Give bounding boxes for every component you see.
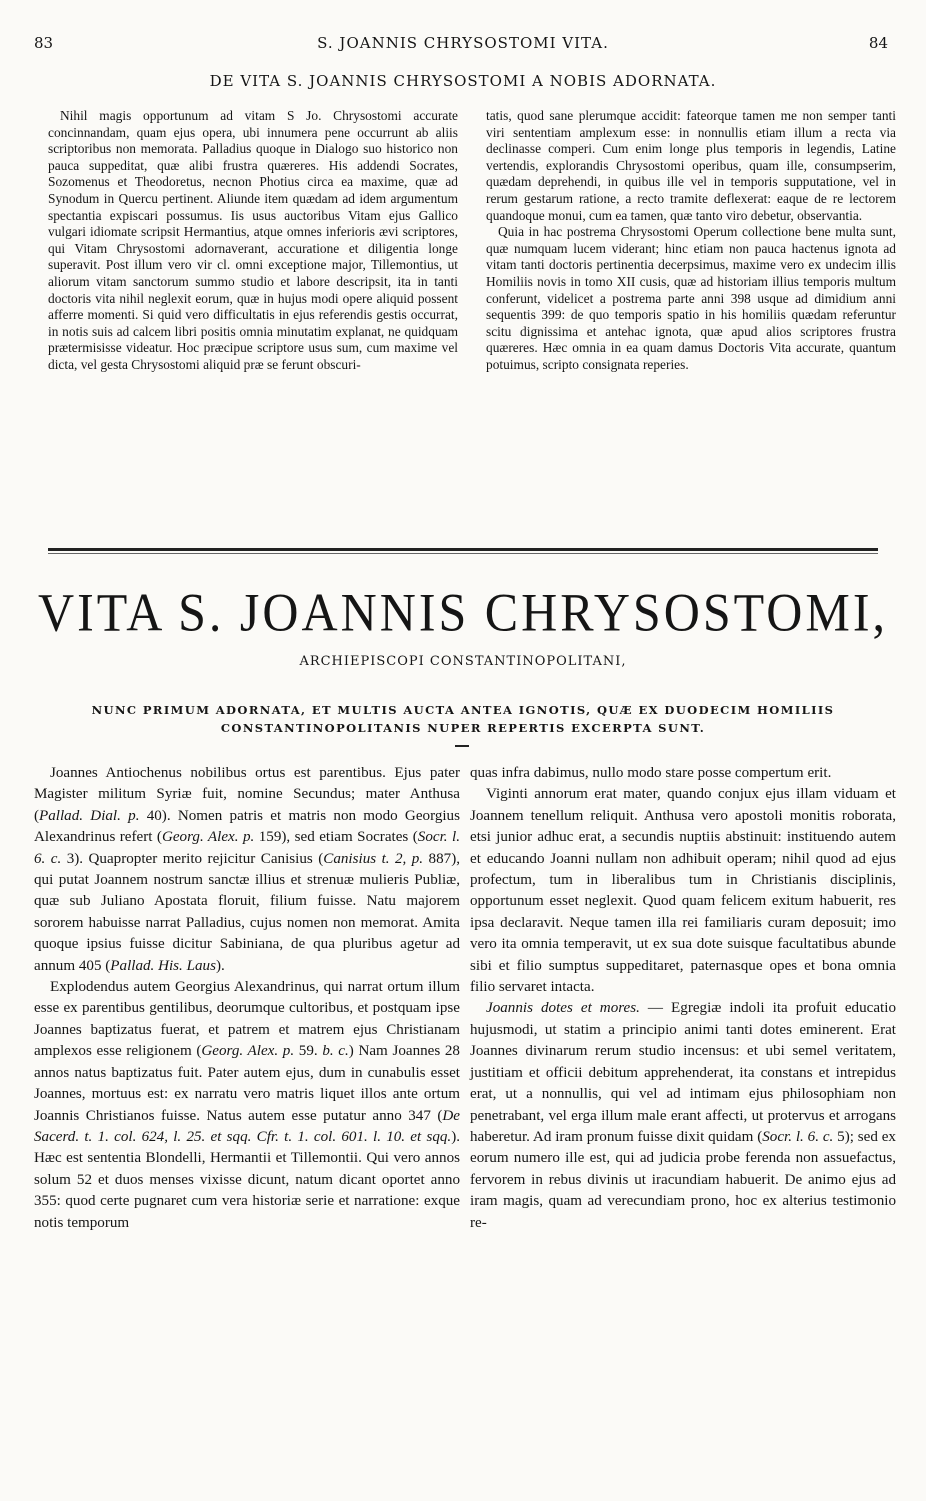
body-paragraph — [34, 763, 460, 977]
running-title: S. JOANNIS CHRYSOSTOMI VITA. — [317, 34, 609, 52]
preface-paragraph: Nihil magis opportunum ad vitam S Jo. Chrysostomi accurate concinnandam, quam ejus opera, ubi innumera pene occurrunt ab aliis scriptoribus non memorata. Palladius quoque in Dialogo suo historico non pauca suppeditat, quæ alibi frustra quæreres. His addendi Socrates, Sozomenus et Theodoretus, necnon Photius circa ea maxime, quæ ad Synodum in Quercu pertinent. Aliunde item quædam ad idem argumentum spectantia expiscari possumus. Iis usus auctoribus Vitam ejus Gallico vulgari idiomate scripsit Hermantius, atque omnes inferioris ævi scriptores, qui Vitam Chrysostomi adornaverant, accuratione et diligentia longe superavit. Post illum vero vir cl. omni exceptione major, Tillemontius, ut aliorum vitam sanctorum summo studio et labore descripsit, ita in tanti doctoris vita nihil neglexit eorum, quæ in hujus modi opere aliquid possent afferre momenti. Si quid vero difficultatis in ejus referendis gestis occurrat, in notis suis ad calcem libri positis omnia minutatim explanat, ne quidquam prætermisisse videatur. Hoc præcipue scriptore usus sum, cum maxime vel dicta, vel gesta Chrysostomi aliquid præ se ferunt obscuri- — [48, 108, 458, 372]
citation: Socr. l. 6. c. — [762, 1128, 834, 1145]
page-header — [0, 32, 926, 62]
section-rubric: Joannis dotes et mores. — [486, 1000, 640, 1017]
main-text — [34, 763, 896, 1453]
body-paragraph: quas infra dabimus, nullo modo stare posse compertum erit. — [470, 765, 832, 781]
section-divider-thin — [48, 553, 878, 554]
text-run: 59. — [294, 1043, 323, 1060]
title-description-line-2: CONSTANTINOPOLITANIS NUPER REPERTIS EXCERPTA SUNT. — [220, 721, 706, 735]
title-dash-ornament — [455, 745, 469, 747]
citation: De Sacerd. t. 1. col. 624, l. 25. et sqq. Cfr. t. 1. col. 601. l. 10. et sqq. — [34, 1107, 460, 1145]
body-paragraph — [470, 998, 896, 1233]
text-run: ) Nam Joannes 28 annos natus baptizatus fuit. Pater autem ejus, dum in cunabulis esset Joannes, mortuus est: ex narratu vero matris liquet illos ante ortum Joannis Christianos fuisse. Natus autem esse putatur anno 347 ( — [34, 1043, 460, 1124]
text-run: 159), sed etiam Socrates ( — [254, 829, 418, 846]
title-subtitle: ARCHIEPISCOPI CONSTANTINOPOLITANI, — [299, 654, 627, 669]
title-description — [40, 701, 886, 737]
main-title: VITA S. JOANNIS CHRYSOSTOMI, — [37, 581, 889, 643]
text-run: 887), qui putat Joannem nostrum sanctæ illius et strenuæ mulieris Publiæ, quæ sub Juliano Apostata floruit, filium fuisse. Natu majorem sororem habuisse narrat Palladius, cujus nomen non memorat. Amita quoque ipsius fuisse dicitur Sabiniana, de qua pluribus agetur ad annum 405 ( — [34, 850, 460, 974]
text-run: — Egregiæ indoli ita profuit educatio hujusmodi, ut statim a principio animi tanti dotes eminerent. Erat Joannes divinarum rerum studio incensus: et ubi semel veritatem, justitiam et officii debitum apprehenderat, ita constans et intrepidus erat, ut a nonnullis, qui vel ad intimam ejus philosophiam non penetrabant, vel erga illum male erant affecti, ut protervus et arrogans haberetur. Ad iram pronum fuisse dixit quidam ( — [470, 1000, 896, 1145]
citation: b. c. — [322, 1043, 349, 1060]
citation: Pallad. Dial. p. — [39, 807, 140, 824]
citation: Socr. l. 6. c. — [34, 829, 460, 867]
citation: Georg. Alex. p. — [161, 829, 255, 846]
body-paragraph — [34, 977, 460, 1234]
preface-paragraph: tatis, quod sane plerumque accidit: fateorque tamen me non semper tanti viri sententiam amplexum esse: in nonnullis etiam illum a recta via declinasse comperi. Cum enim longe plus temporis in legendis, Latine vertendis, explorandis Chrysostomi operibus, quam ille, consumpserim, quædam deprehendi, in quibus ille vel in temporis supputatione, vel in rerum gestarum ratione, a recto tramite deflexerat: eaque de re lectorem quandoque monui, cum ea tamen, quæ tanto viro debetur, observantia. — [486, 108, 896, 223]
text-run: 40). Nomen patris et matris non modo Georgius Alexandrinus refert ( — [34, 807, 460, 846]
preface-paragraph: Quia in hac postrema Chrysostomi Operum collectione bene multa sunt, quæ numquam lucem viderant; hinc etiam non pauca hactenus ignota ad vitam tanti doctoris pertinentia decerpsimus, maxime vero ex undecim illis Homiliis novis in tomo XII cusis, quæ ad historiam illius temporis multum conferunt, videlicet a postrema parte anni 398 usque ad dimidium anni sequentis 399: de quo temporis spatio in his homiliis quædam referuntur scitu dignissima et antehac ignota, quæ apud alios scriptores frustra quæreres. Hæc omnia in ea quam damus Doctoris Vita accurate, quantum potuimus, scripto consignata reperies. — [486, 224, 896, 372]
title-description-line-1: NUNC PRIMUM ADORNATA, ET MULTIS AUCTA ANTEA IGNOTIS, QUÆ EX DUODECIM HOMILIIS — [91, 703, 835, 717]
preface-right-column — [486, 108, 896, 514]
text-run: Explodendus autem Georgius Alexandrinus, qui narrat ortum illum esse ex parentibus gentilibus, deorumque cultoribus, et postquam ipse Joannes baptizatus fuerat, et patrem et matrem ejus Christianam amplexos esse religionem ( — [34, 979, 460, 1060]
body-paragraph: Viginti annorum erat mater, quando conjux ejus illam viduam et Joannem tenellum reliquit. Anthusa vero apostoli monitis roborata, etsi junior adhuc erat, a secundis nuptiis abstinuit: instituendo autem et educando Joanni nullam non adhibuit operam; nihil quod ad ejus profectum, tum in liberalibus tum in Christianis disciplinis, opportunum esset neglexit. Quod quam felicem exitum habuerit, res ipsa declaravit. Neque tamen illa rei familiaris curam deposuit; imo vero ita omnia temperavit, ut ex sua dote suisque facultatibus abunde sibi et filio sumptus suppeditaret, paternasque opes et bona omnia filio servaret intacta. — [470, 786, 896, 996]
section-subheading: DE VITA S. JOANNIS CHRYSOSTOMI A NOBIS ADORNATA. — [209, 72, 717, 90]
citation: Georg. Alex. p. — [201, 1043, 295, 1060]
text-run: Joannes Antiochenus nobilibus ortus est parentibus. Ejus pater Magister militum Syriæ fuit, nomine Secundus; mater Anthusa ( — [34, 765, 460, 824]
text-run: ). — [215, 957, 225, 974]
preface-section — [48, 108, 896, 514]
preface-left-column — [48, 108, 458, 514]
text-run: 3). Quapropter merito rejicitur Canisius ( — [61, 850, 324, 867]
page-number-right: 84 — [868, 34, 888, 52]
citation: Canisius t. 2, p. — [323, 850, 424, 867]
text-run: 5); sed ex eorum numero ille est, qui ad judicia probe ferenda non assuefactus, fervorem in rebus divinis ut iracundiam habuerit. De animo ejus ad iram magis, quam ad verecundiam prono, hoc ex alterius testimonio re- — [470, 1128, 896, 1231]
text-run: ). Hæc est sententia Blondelli, Hermantii et Tillemontii. Qui vero annos solum 52 et duos menses vixisse dicunt, natum dicant oportet anno 355: quod certe pugnaret cum vera historiæ serie et narratione: exque notis temporum — [34, 1128, 460, 1231]
citation: Pallad. His. Laus — [110, 957, 216, 974]
main-right-column — [470, 763, 896, 1453]
section-divider-thick — [48, 548, 878, 551]
page-number-left: 83 — [34, 34, 54, 52]
main-left-column — [34, 763, 460, 1453]
